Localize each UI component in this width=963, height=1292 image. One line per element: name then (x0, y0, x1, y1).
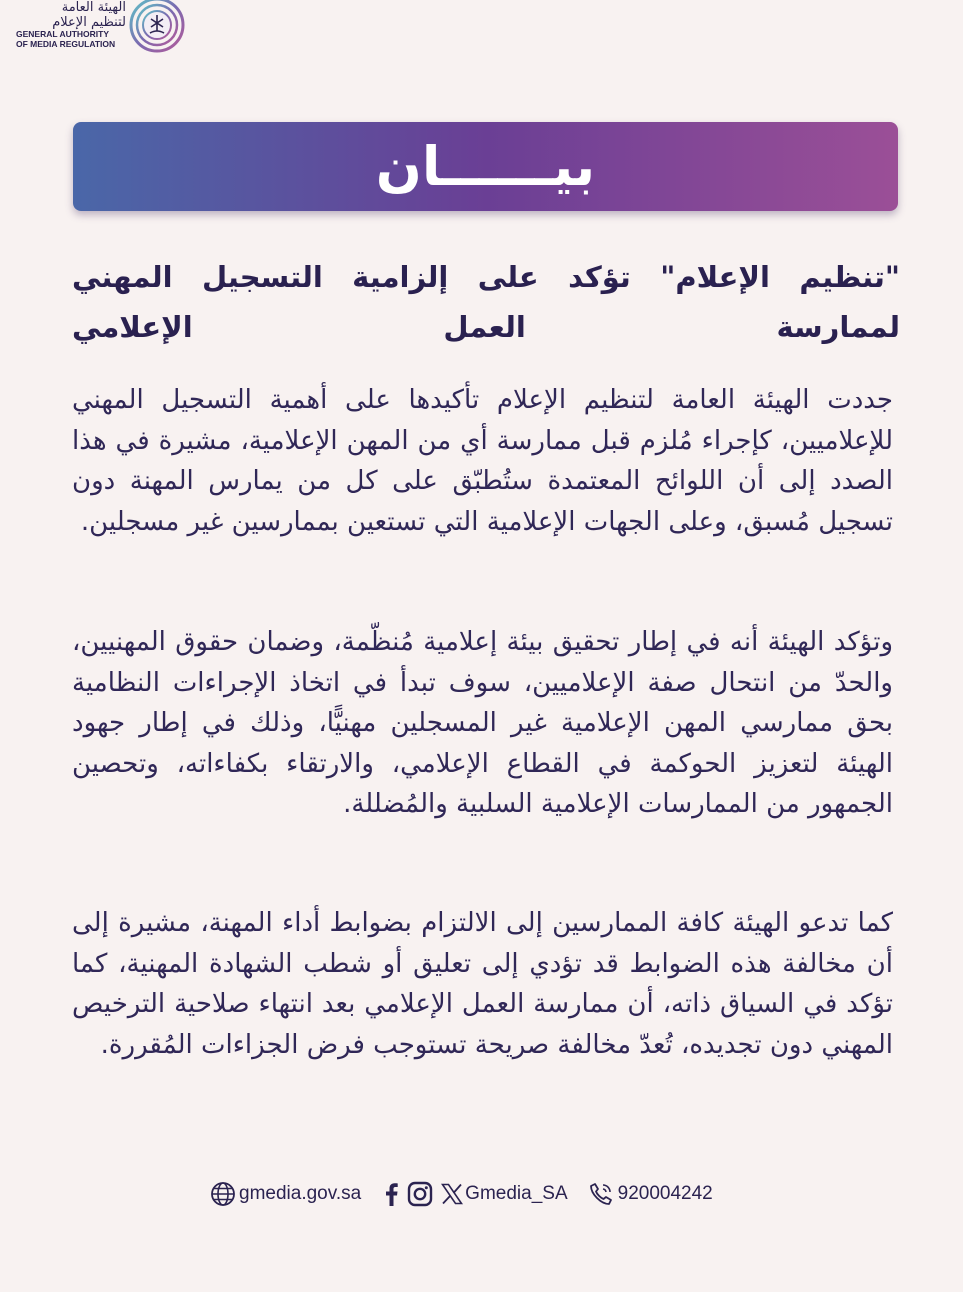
authority-emblem-icon (126, 0, 188, 58)
statement-paragraph-2: وتؤكد الهيئة أنه في إطار تحقيق بيئة إعلامية مُنظّمة، وضمان حقوق المهنيين، والحدّ من انتحال صفة الإعلاميين، سوف تبدأ في اتخاذ الإجراءات النظامية بحق ممارسي المهن الإعلامية غير المسجلين مهنيًّا، وذلك في إطار جهود الهيئة لتعزيز الحوكمة في القطاع الإعلامي، والارتقاء بكفاءاته، وتحصين الجمهور من الممارسات الإعلامية السلبية والمُضللة. (72, 627, 893, 819)
phone-number: 920004242 (617, 1183, 713, 1204)
phone-icon (588, 1181, 614, 1207)
authority-logo (12, 0, 197, 58)
x-icon[interactable] (441, 1183, 463, 1205)
logo-english-line-2: OF MEDIA REGULATION (16, 39, 116, 49)
phone-contact[interactable] (588, 1181, 713, 1207)
statement-banner (73, 122, 898, 211)
instagram-icon[interactable] (407, 1181, 433, 1207)
globe-icon (210, 1181, 236, 1207)
logo-arabic-name (14, 0, 126, 30)
statement-headline: "تنظيم الإعلام" تؤكد على إلزامية التسجيل المهني لممارسة العمل الإعلامي (72, 260, 900, 344)
logo-arabic-line-2: لتنظيم الإعلام (52, 15, 126, 30)
contact-footer (210, 1176, 770, 1212)
logo-english-line-1: GENERAL AUTHORITY (16, 29, 110, 39)
facebook-icon[interactable] (383, 1181, 399, 1207)
website-link[interactable] (210, 1181, 361, 1207)
logo-arabic-line-1: الهيئة العامة (61, 0, 126, 15)
banner-title: بيــــــان (375, 135, 596, 198)
website-text: gmedia.gov.sa (239, 1183, 362, 1204)
social-links (383, 1181, 567, 1207)
logo-english-name (16, 29, 136, 49)
statement-paragraph-3: كما تدعو الهيئة كافة الممارسين إلى الالتزام بضوابط أداء المهنة، مشيرة إلى أن مخالفة هذه الضوابط قد تؤدي إلى تعليق أو شطب الشهادة المهنية، كما تؤكد في السياق ذاته، أن ممارسة العمل الإعلامي بعد انتهاء صلاحية الترخيص المهني دون تجديده، تُعدّ مخالفة صريحة تستوجب فرض الجزاءات المُقررة. (72, 908, 893, 1060)
social-handle: Gmedia_SA (465, 1183, 568, 1204)
statement-paragraph-1: جددت الهيئة العامة لتنظيم الإعلام تأكيدها على أهمية التسجيل المهني للإعلاميين، كإجراء مُلزم قبل ممارسة أي من المهن الإعلامية، مشيرة في هذا الصدد إلى أن اللوائح المعتمدة ستُطبّق على كل من يمارس المهنة دون تسجيل مُسبق، وعلى الجهات الإعلامية التي تستعين بممارسين غير مسجلين. (72, 385, 893, 537)
